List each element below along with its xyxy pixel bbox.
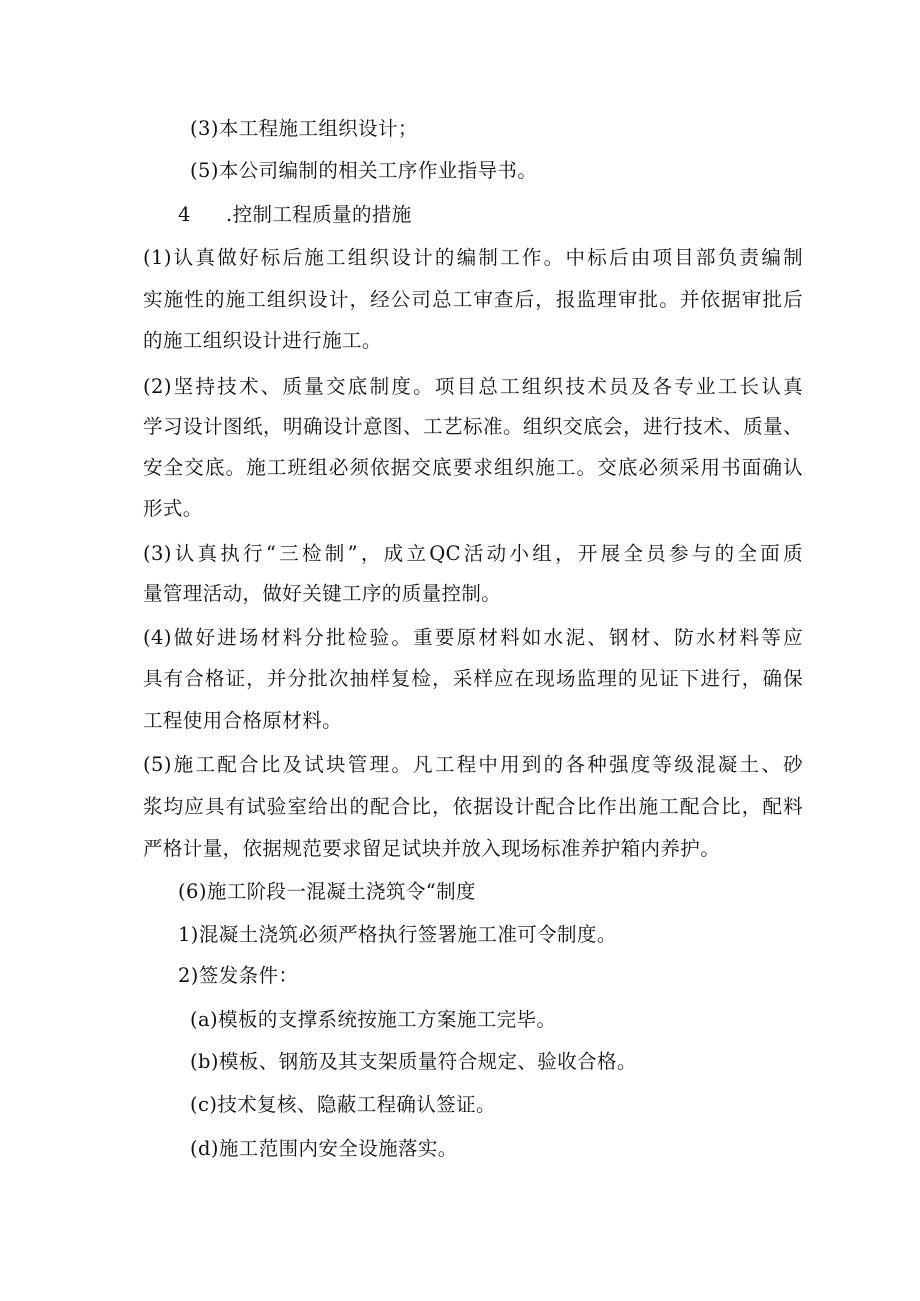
paragraph-4-line-3: 工程使用合格原材料。 bbox=[143, 709, 343, 732]
paragraph-4-line-2: 具有合格证，并分批次抽样复检，采样应在现场监理的见证下进行，确保 bbox=[143, 667, 803, 690]
paragraph-5-line-1: (5)施工配合比及试块管理。凡工程中用到的各种强度等级混凝土、砂 bbox=[143, 753, 803, 776]
paragraph-2-line-2: 学习设计图纸，明确设计意图、工艺标准。组织交底会，进行技术、质量、 bbox=[143, 415, 803, 438]
paragraph-2-line-1: (2)坚持技术、质量交底制度。项目总工组织技术员及各专业工长认真 bbox=[143, 375, 803, 398]
paragraph-5-line-2: 浆均应具有试验室给出的配合比，依据设计配合比作出施工配合比，配料 bbox=[143, 795, 803, 818]
section-title: .控制工程质量的措施 bbox=[226, 203, 412, 226]
paragraph-2-line-4: 形式。 bbox=[143, 497, 203, 520]
section-number: 4 bbox=[178, 203, 191, 226]
paragraph-1-line-1: (1)认真做好标后施工组织设计的编制工作。中标后由项目部负责编制 bbox=[143, 246, 803, 269]
paragraph-1-line-3: 的施工组织设计进行施工。 bbox=[143, 329, 382, 352]
rule-item-1: 1)混凝土浇筑必须严格执行签署施工准可令制度。 bbox=[178, 923, 617, 946]
subsection-heading: (6)施工阶段一混凝土浇筑令“制度 bbox=[178, 880, 476, 903]
paragraph-2-line-3: 安全交底。施工班组必须依据交底要求组织施工。交底必须采用书面确认 bbox=[143, 456, 803, 479]
rule-item-2: 2)签发条件： bbox=[178, 964, 299, 987]
condition-a: (a)模板的支撑系统按施工方案施工完毕。 bbox=[190, 1008, 557, 1031]
condition-c: (c)技术复核、隐蔽工程确认签证。 bbox=[190, 1093, 496, 1116]
list-item-3: (3)本工程施工组织设计； bbox=[190, 117, 418, 140]
paragraph-3-line-1: (3)认真执行“三检制”，成立QC活动小组，开展全员参与的全面质 bbox=[143, 542, 803, 565]
paragraph-1-line-2: 实施性的施工组织设计，经公司总工审查后，报监理审批。并依据审批后 bbox=[143, 288, 803, 311]
paragraph-3-line-2: 量管理活动，做好关键工序的质量控制。 bbox=[143, 582, 502, 605]
paragraph-4-line-1: (4)做好进场材料分批检验。重要原材料如水泥、钢材、防水材料等应 bbox=[143, 626, 803, 649]
condition-d: (d)施工范围内安全设施落实。 bbox=[190, 1137, 458, 1160]
section-heading bbox=[178, 201, 412, 229]
paragraph-5-line-3: 严格计量，依据规范要求留足试块并放入现场标准养护箱内养护。 bbox=[143, 837, 721, 860]
list-item-5: (5)本公司编制的相关工序作业指导书。 bbox=[190, 159, 538, 182]
condition-b: (b)模板、钢筋及其支架质量符合规定、验收合格。 bbox=[190, 1050, 637, 1073]
